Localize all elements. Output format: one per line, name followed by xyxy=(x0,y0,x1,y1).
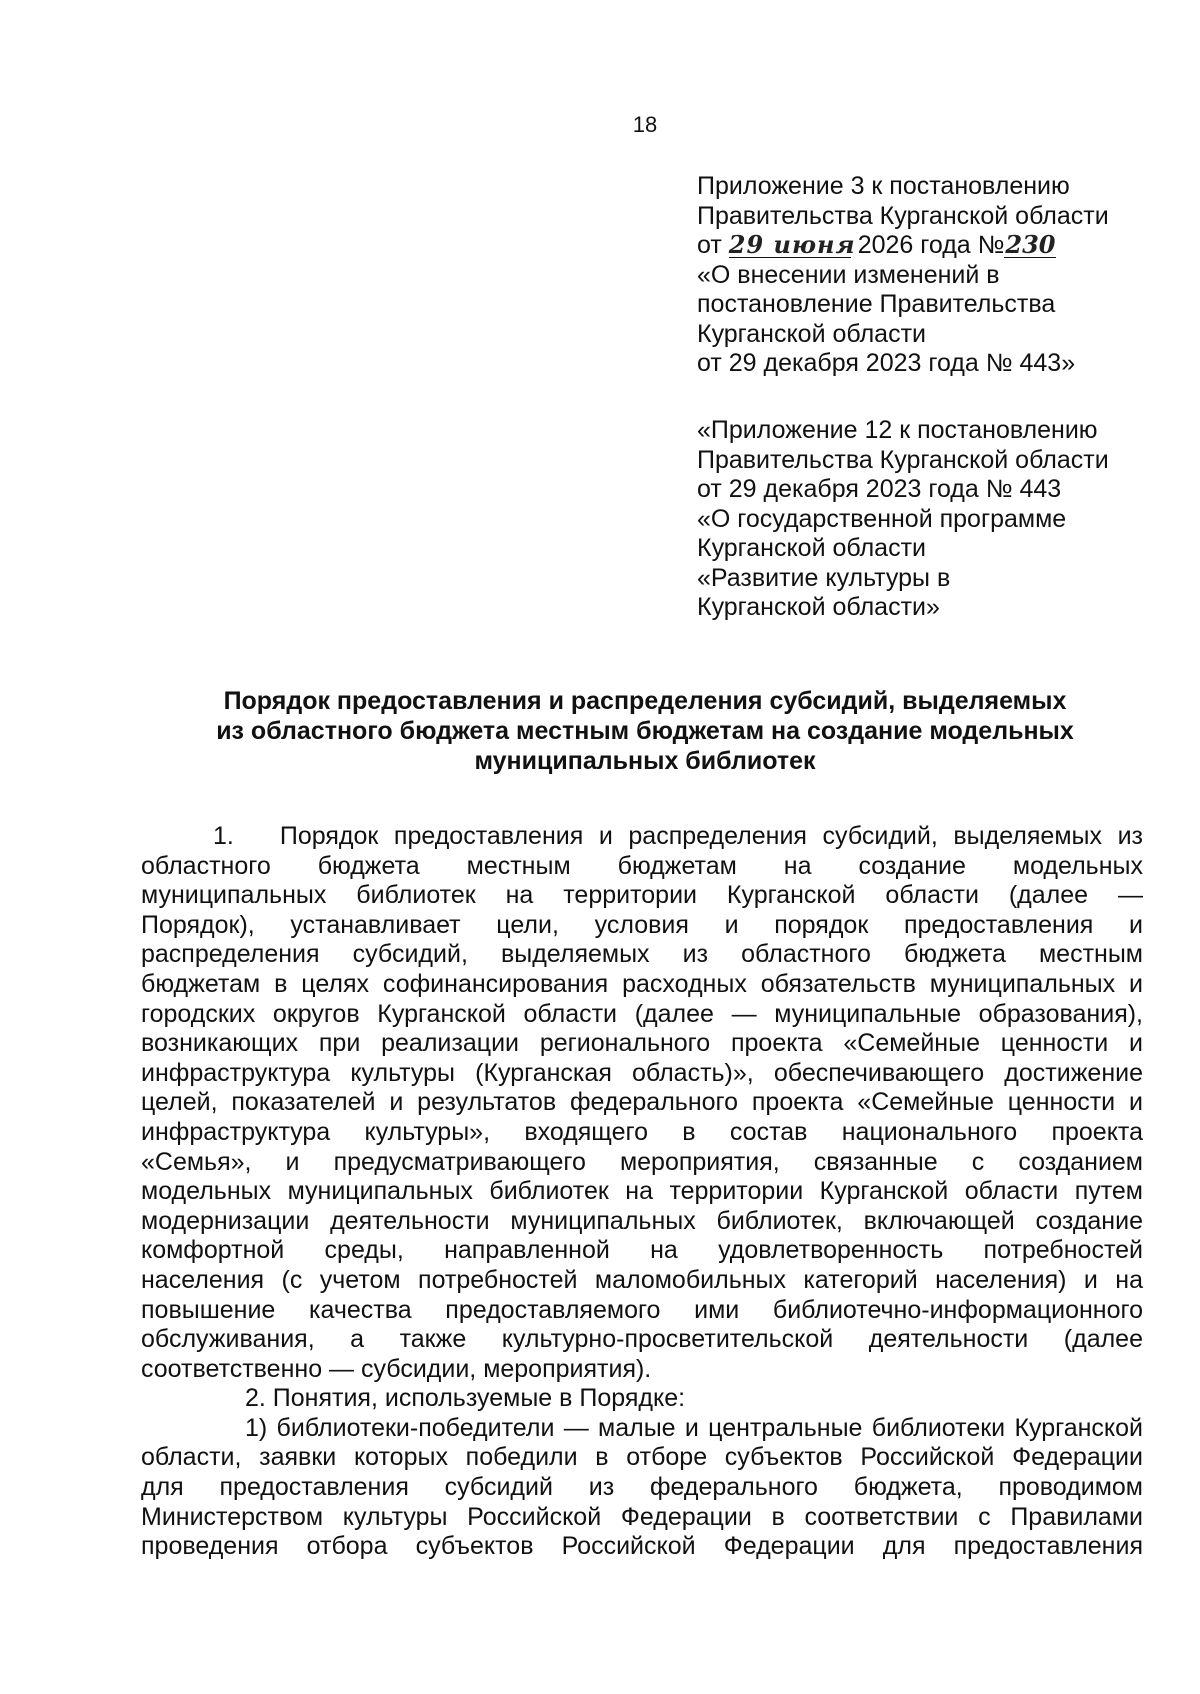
paragraph-2: 2. Понятия, используемые в Порядке: xyxy=(245,1384,686,1413)
paragraph-1-line: целей, показателей и результатов федерального проекта «Семейные ценности и xyxy=(141,1088,1143,1117)
appendix-12-line-3: от 29 декабря 2023 года № 443 xyxy=(697,475,1062,503)
appendix-3-line-3 xyxy=(697,231,1167,261)
paragraph-1-line-1-text: Порядок предоставления и распределения субсидий, выделяемых из xyxy=(279,822,1143,850)
appendix-3-header xyxy=(697,172,1167,379)
paragraph-1-line: распределения субсидий, выделяемых из областного бюджета местным xyxy=(141,940,1143,969)
paragraph-1-line: обслуживания, а также культурно-просветительской деятельности (далее xyxy=(141,1325,1143,1354)
paragraph-3-line: Министерством культуры Российской Федерации в соответствии с Правилами xyxy=(141,1502,1143,1531)
handwritten-date: 29 июня xyxy=(728,230,856,259)
appendix-12-line-4: «О государственной программе xyxy=(697,504,1067,533)
appendix-3-line-4: «О внесении изменений в xyxy=(697,260,1000,289)
paragraph-1-line-last: соответственно — субсидии, мероприятия). xyxy=(141,1354,652,1383)
title-line-2: из областного бюджета местным бюджетам на создание модельных xyxy=(216,717,1074,745)
appendix-3-line-5: постановление Правительства xyxy=(697,290,1056,318)
page-number: 18 xyxy=(632,112,658,137)
paragraph-1-line: областного бюджета местным бюджетам на создание модельных xyxy=(141,851,1143,880)
appendix-3-line-7: от 29 декабря 2023 года № 443» xyxy=(697,349,1076,377)
appendix-12-line-1: «Приложение 12 к постановлению xyxy=(697,416,1098,444)
paragraph-1-line: инфраструктура культуры», входящего в состав национального проекта xyxy=(141,1117,1143,1146)
paragraph-3-line: проведения отбора субъектов Российской Федерации для предоставления xyxy=(141,1532,1143,1561)
paragraph-1-line: городских округов Курганской области (далее — муниципальные образования), xyxy=(141,999,1143,1028)
appendix-3-line-1: Приложение 3 к постановлению xyxy=(697,172,1070,200)
appendix-12-line-7: Курганской области» xyxy=(697,593,940,621)
appendix-12-line-6: «Развитие культуры в xyxy=(697,563,951,592)
paragraph-3-line-1: 1) библиотеки-победители — малые и центральные библиотеки Курганской xyxy=(245,1413,1143,1442)
title-line-1: Порядок предоставления и распределения субсидий, выделяемых xyxy=(223,687,1067,715)
appendix-3-line-2: Правительства Курганской области xyxy=(697,201,1109,230)
paragraph-1-line: модельных муниципальных библиотек на территории Курганской области путем xyxy=(141,1177,1143,1206)
date-year: 2026 года № xyxy=(857,231,1005,259)
paragraph-1-line: повышение качества предоставляемого ими библиотечно-информационного xyxy=(141,1295,1143,1324)
paragraph-1-line: комфортной среды, направленной на удовлетворенность потребностей xyxy=(141,1236,1143,1265)
appendix-12-line-2: Правительства Курганской области xyxy=(697,445,1109,474)
appendix-3-line-6: Курганской области xyxy=(697,319,927,348)
appendix-12-line-5: Курганской области xyxy=(697,534,927,562)
paragraph-3-line: области, заявки которых победили в отборе субъектов Российской Федерации xyxy=(141,1443,1143,1472)
paragraph-1-line: инфраструктура культуры (Курганская область)», обеспечивающего достижение xyxy=(141,1058,1143,1087)
paragraph-1-number: 1. xyxy=(213,822,234,850)
date-prefix: от xyxy=(697,231,722,259)
paragraph-1-line: муниципальных библиотек на территории Курганской области (далее — xyxy=(141,881,1143,910)
appendix-12-header xyxy=(697,416,1167,623)
paragraph-1-line: населения (с учетом потребностей маломобильных категорий населения) и на xyxy=(141,1265,1143,1294)
document-title xyxy=(140,686,1150,776)
document-body xyxy=(141,822,1143,1562)
paragraph-1-line: возникающих при реализации регионального проекта «Семейные ценности и xyxy=(141,1029,1143,1058)
paragraph-1-line: бюджетам в целях софинансирования расходных обязательств муниципальных и xyxy=(141,969,1143,998)
paragraph-1-line: модернизации деятельности муниципальных библиотек, включающей создание xyxy=(141,1206,1143,1235)
handwritten-number: 230 xyxy=(1005,230,1056,259)
paragraph-1-line: «Семья», и предусматривающего мероприятия, связанные с созданием xyxy=(141,1147,1143,1176)
paragraph-1-line: Порядок), устанавливает цели, условия и порядок предоставления и xyxy=(141,910,1143,939)
paragraph-3-line: для предоставления субсидий из федерального бюджета, проводимом xyxy=(141,1473,1143,1502)
paragraph-1-line-1 xyxy=(141,822,1143,852)
title-line-3: муниципальных библиотек xyxy=(474,747,816,775)
